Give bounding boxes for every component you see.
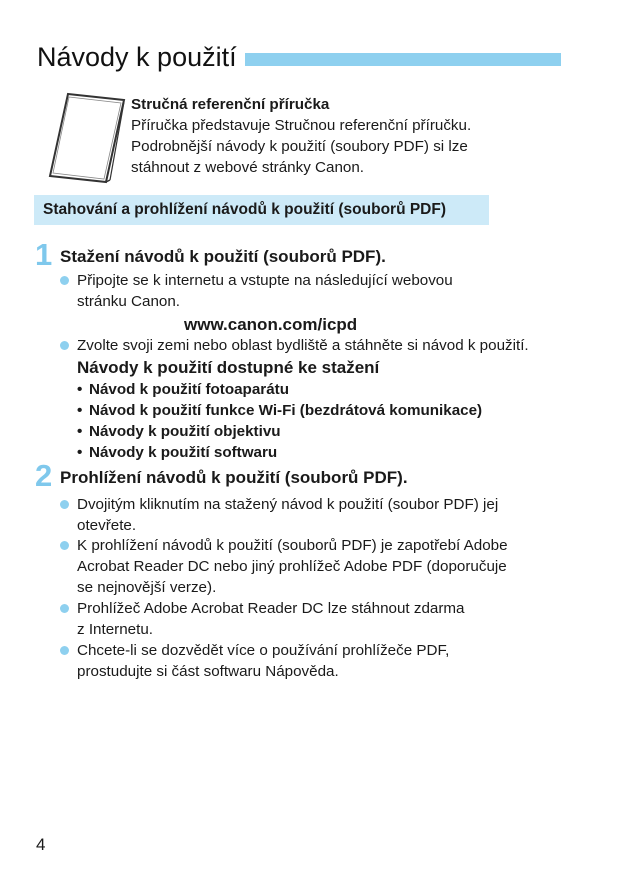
bullet-line: z Internetu. <box>77 621 153 638</box>
reference-description <box>131 94 571 178</box>
bullet-icon <box>60 541 69 550</box>
bullet-line: K prohlížení návodů k použití (souborů PDF) je zapotřebí Adobe <box>77 537 508 554</box>
manual-item: • Návod k použití fotoaparátu <box>77 381 289 398</box>
list-item <box>60 335 568 356</box>
bullet-icon <box>60 276 69 285</box>
section-header-label: Stahování a prohlížení návodů k použití (souborů PDF) <box>43 201 447 218</box>
canon-url: www.canon.com/icpd <box>184 315 358 334</box>
bullet-line: Prohlížeč Adobe Acrobat Reader DC lze stáhnout zdarma <box>77 600 465 617</box>
bullet-line: Zvolte svoji zemi nebo oblast bydliště a stáhněte si návod k použití. <box>77 337 529 354</box>
reference-line: Podrobnější návody k použití (soubory PDF) si lze <box>131 138 468 155</box>
manual-item: • Návody k použití objektivu <box>77 423 281 440</box>
title-accent-bar <box>245 53 561 66</box>
manual-item: • Návody k použití softwaru <box>77 444 278 461</box>
bullet-line: otevřete. <box>77 517 137 534</box>
page-number: 4 <box>36 835 46 854</box>
bullet-line: Acrobat Reader DC nebo jiný prohlížeč Adobe PDF (doporučuje <box>77 558 507 575</box>
bullet-line: se nejnovější verze). <box>77 579 217 596</box>
bullet-line: Chcete-li se dozvědět více o používání prohlížeče PDF, <box>77 642 450 659</box>
bullet-icon <box>60 500 69 509</box>
list-item <box>60 598 568 640</box>
bullet-icon <box>60 604 69 613</box>
list-item <box>60 640 568 682</box>
bullet-line: stránku Canon. <box>77 293 180 310</box>
bullet-line: prostudujte si část softwaru Nápověda. <box>77 663 339 680</box>
booklet-icon <box>46 92 126 184</box>
list-item <box>60 270 568 312</box>
step-1-title: Stažení návodů k použití (souborů PDF). <box>60 247 386 266</box>
manual-item: • Návod k použití funkce Wi-Fi (bezdrátová komunikace) <box>77 402 483 419</box>
reference-title: Stručná referenční příručka <box>131 96 330 113</box>
reference-line: stáhnout z webové stránky Canon. <box>131 159 365 176</box>
reference-line: Příručka představuje Stručnou referenční příručku. <box>131 117 472 134</box>
bullet-line: Dvojitým kliknutím na stažený návod k použití (soubor PDF) jej <box>77 496 499 513</box>
page-title: Návody k použití <box>37 42 237 72</box>
bullet-icon <box>60 341 69 350</box>
manuals-heading: Návody k použití dostupné ke stažení <box>77 358 380 377</box>
bullet-icon <box>60 646 69 655</box>
step-1-number: 1 <box>35 237 53 272</box>
list-item <box>60 494 568 536</box>
bullet-line: Připojte se k internetu a vstupte na následující webovou <box>77 272 453 289</box>
step-2-title: Prohlížení návodů k použití (souborů PDF). <box>60 468 408 487</box>
step-2-number: 2 <box>35 458 53 493</box>
list-item <box>60 535 568 598</box>
